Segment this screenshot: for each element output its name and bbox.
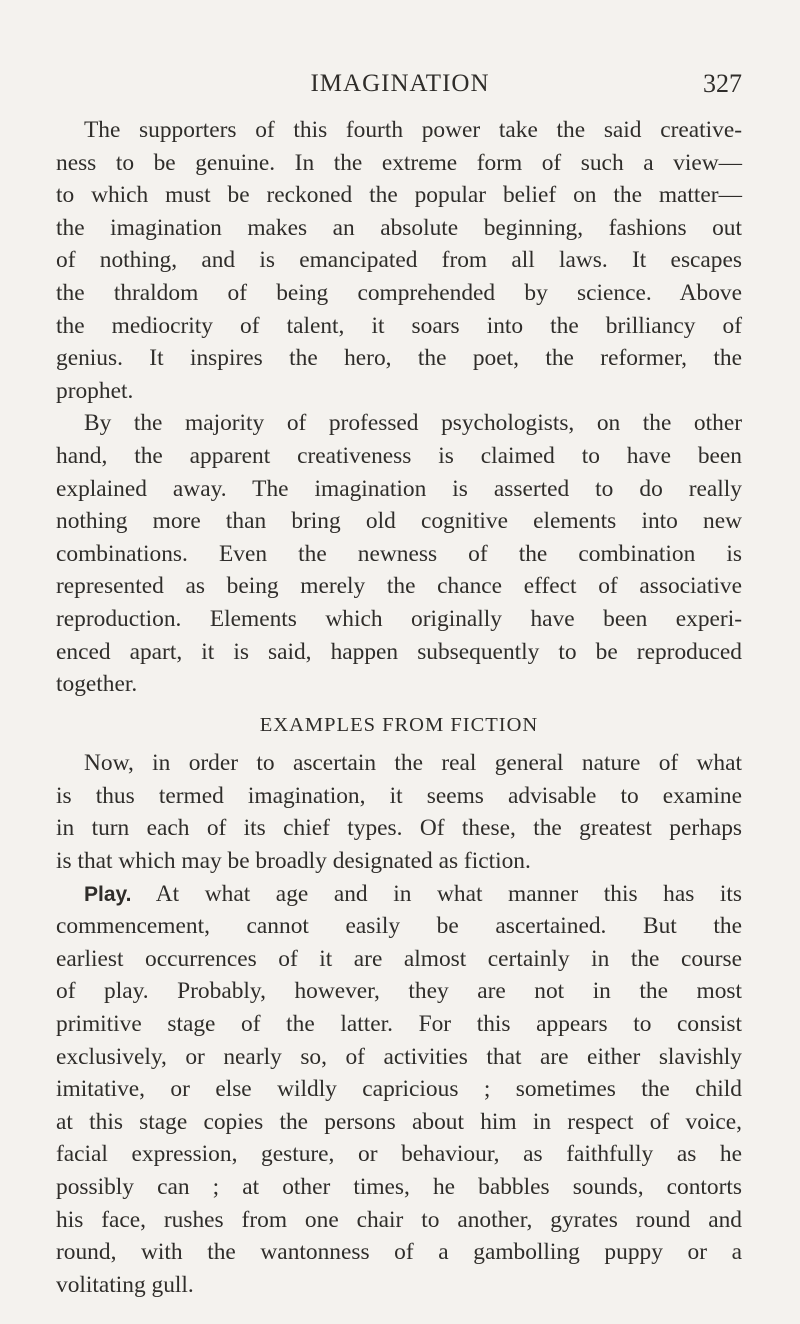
text-line: volitating gull. xyxy=(56,1271,194,1298)
text-line: together. xyxy=(56,671,138,698)
text-line: ness to be genuine. In the extreme form of such a view— xyxy=(56,149,742,176)
text-line: is that which may be broadly designated as fiction. xyxy=(56,848,531,875)
paragraph-3 xyxy=(56,747,742,877)
text-line: the thraldom of being comprehended by science. Above xyxy=(56,279,742,306)
text-line-rest: At what age and in what manner this has its xyxy=(155,880,742,907)
text-line: commencement, cannot easily be ascertained. But the xyxy=(56,913,742,940)
text-line: earliest occurrences of it are almost certainly in the course xyxy=(56,945,742,972)
text-line: possibly can ; at other times, he babbles sounds, contorts xyxy=(56,1174,742,1200)
text-line: his face, rushes from one chair to another, gyrates round and xyxy=(56,1206,742,1233)
text-line: explained away. The imagination is asserted to do really xyxy=(56,475,742,502)
text-line: combinations. Even the newness of the combination is xyxy=(56,540,742,567)
text-line: genius. It inspires the hero, the poet, the reformer, the xyxy=(56,345,742,372)
paragraph-1 xyxy=(56,114,742,407)
text-line: at this stage copies the persons about him in respect of voice, xyxy=(56,1108,742,1135)
text-line: By the majority of professed psychologists, on the other xyxy=(84,410,742,437)
text-line: is thus termed imagination, it seems advisable to examine xyxy=(56,782,742,809)
text-line: to which must be reckoned the popular belief on the matter— xyxy=(56,182,742,209)
text-line: represented as being merely the chance effect of associative xyxy=(56,573,742,600)
paragraph-4 xyxy=(56,878,742,1302)
text-line: of nothing, and is emancipated from all laws. It escapes xyxy=(56,247,742,274)
text-line: The supporters of this fourth power take the said creative- xyxy=(84,117,742,143)
text-line: in turn each of its chief types. Of these, the greatest perhaps xyxy=(56,815,742,842)
text-line: facial expression, gesture, or behaviour, as faithfully as he xyxy=(56,1141,742,1168)
text-line: Now, in order to ascertain the real general nature of what xyxy=(84,750,742,777)
paragraph-2 xyxy=(56,407,742,700)
text-line: the imagination makes an absolute beginning, fashions out xyxy=(56,214,742,241)
text-line: imitative, or else wildly capricious ; sometimes the child xyxy=(56,1076,742,1103)
text-line: reproduction. Elements which originally have been experi- xyxy=(56,605,742,632)
text-line: round, with the wantonness of a gambolling puppy or a xyxy=(56,1239,742,1266)
chapter-title: IMAGINATION xyxy=(310,70,490,97)
text-line xyxy=(56,878,742,911)
text-line: nothing more than bring old cognitive elements into new xyxy=(56,508,742,535)
section-heading: EXAMPLES FROM FICTION xyxy=(259,713,539,736)
text-line: exclusively, or nearly so, of activities that are either slavishly xyxy=(56,1043,742,1070)
running-head xyxy=(58,66,742,102)
text-line: enced apart, it is said, happen subsequently to be reproduced xyxy=(56,638,742,665)
text-line: prophet. xyxy=(56,377,134,404)
text-line: the mediocrity of talent, it soars into the brilliancy of xyxy=(56,312,742,339)
text-line: primitive stage of the latter. For this appears to consist xyxy=(56,1011,742,1038)
page-number: 327 xyxy=(703,69,742,98)
body-text xyxy=(56,114,742,1301)
side-heading: Play. xyxy=(84,882,132,906)
text-line: hand, the apparent creativeness is claimed to have been xyxy=(56,442,742,469)
text-line: of play. Probably, however, they are not in the most xyxy=(56,978,742,1005)
